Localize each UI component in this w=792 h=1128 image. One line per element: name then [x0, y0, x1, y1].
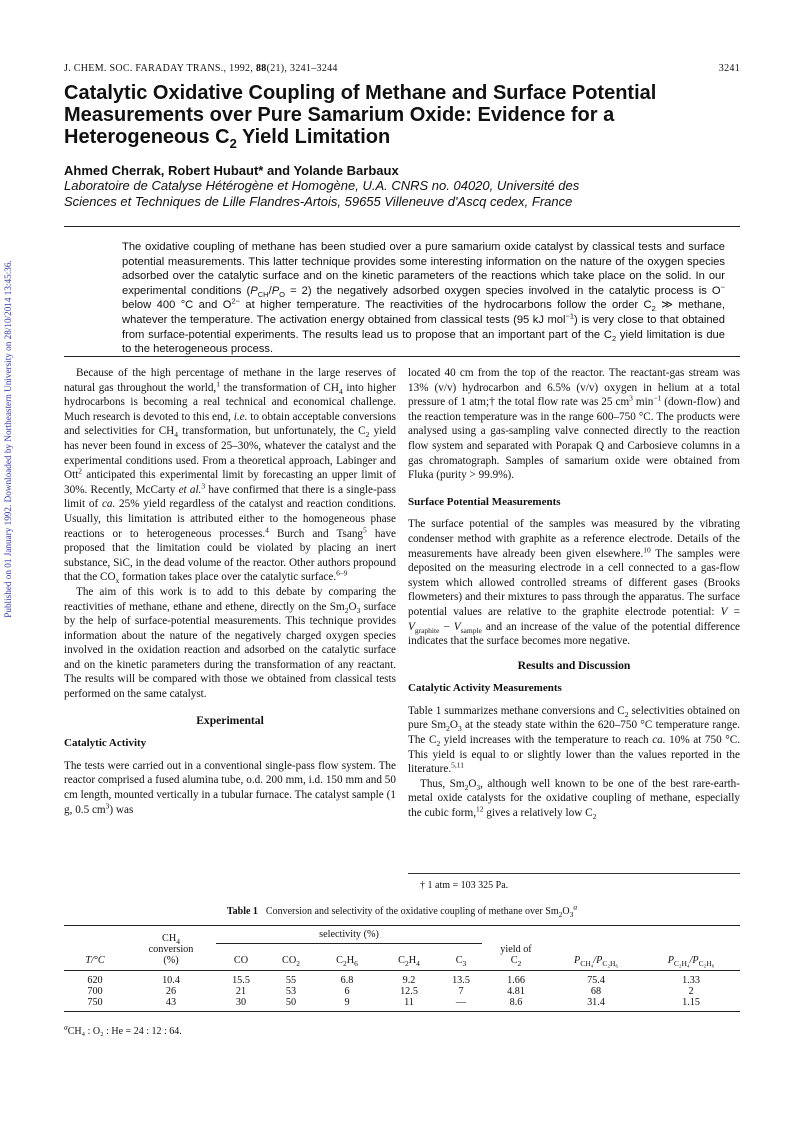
section-heading: Results and Discussion	[517, 658, 631, 672]
table-header: $P_{CH_4}/P_{C_2H_6}$	[550, 955, 642, 971]
table-header: $C_2H_6$	[316, 955, 378, 971]
table-cell: 4.81	[507, 985, 525, 997]
table-header	[642, 944, 740, 955]
rule-top	[64, 226, 740, 227]
subsection-heading: Catalytic Activity	[64, 737, 147, 750]
issue-pages: (21), 3241–3244	[266, 63, 338, 74]
table-cell: 31.4	[550, 997, 642, 1012]
table-cell: 1.33	[682, 974, 700, 986]
table-header-row	[64, 926, 740, 944]
data-table	[64, 925, 740, 1012]
title-text: Heterogeneous C	[64, 126, 230, 148]
table-cell: 12.5	[400, 985, 418, 997]
table-header: selectivity (%)	[216, 926, 482, 944]
table-cell: 26	[165, 985, 177, 997]
authors: Ahmed Cherrak, Robert Hubaut* and Yolande Barbaux	[64, 163, 399, 178]
paragraph: Because of the high percentage of methane in the large reserves of natural gas throughout the world,$^1$ the transformation of $CH_4$ into higher hydrocarbons is becoming a real technical and economical challenge. Much research is devoted to this end, i.e. to obtain acceptable conversions and selectivities for $CH_4$ transformation, but unfortunately, the $C_2$ yield has never been found in excess of 25–30%, whatever the catalyst and the experimental conditions used. From a theoretical approach, Labinger and Ott$^2$ anticipated this experimental limit by forecasting an upper limit of 30%. Recently, McCarty et al.$^3$ have confirmed that there is a single-pass limit of ca. 25% yield regardless of the catalyst and reaction conditions. Usually, this limitation is attributed either to the homogeneous phase reactions or to heterogeneous processes.$^4$ Burch and Tsang$^5$ have proposed that the limitation could be violated by placing an inert substance, SiC, in the dead volume of the reactor. Other authors propound that the $CO_x$ formation takes place over the catalytic surface.$^{6-9}$	[64, 367, 397, 586]
paragraph: Thus, $Sm_2O_3$, although well known to be one of the best rare-earth-metal oxide catalysts for the oxidative coupling of methane, especially the cubic form,$^{12}$ gives a relatively low $C_2$	[408, 777, 740, 822]
table-header: conversion	[148, 943, 194, 955]
table-header: CO	[216, 955, 266, 971]
table-header	[482, 926, 550, 944]
table-header: $CO_2$	[266, 955, 316, 971]
journal-citation: J. CHEM. SOC. FARADAY TRANS., 1992,	[64, 63, 256, 74]
footnote: † 1 atm = 103 325 Pa.	[420, 880, 509, 891]
rule-abstract-bottom	[64, 356, 740, 357]
table-header	[64, 944, 126, 955]
table-cell: 68	[590, 985, 602, 997]
table-cell: 53	[285, 985, 297, 997]
table-header: $CH_4$	[126, 926, 216, 944]
paragraph: Table 1 summarizes methane conversions and $C_2$ selectivities obtained on pure $Sm_2O_3$ at the steady state within the 620–750 °C temperature range. The $C_2$ yield increases with the temperature to reach ca. 10% at 750 °C. This yield is equal to or slightly lower than the values reported in the literature.$^{5,11}$	[408, 704, 740, 776]
left-column	[64, 366, 396, 817]
table-cell: 8.6	[482, 997, 550, 1012]
table-header: $C_3$	[440, 955, 482, 971]
title-line: Catalytic Oxidative Coupling of Methane and Surface Potential	[64, 82, 657, 104]
table-row	[64, 997, 740, 1012]
table-cell: 43	[126, 997, 216, 1012]
table-cell: 15.5	[232, 974, 250, 986]
affiliation	[64, 178, 744, 210]
paragraph: The aim of this work is to add to this debate by comparing the reactivities of methane, ethane and ethene, directly on the $Sm_2O_3$ surface by the help of surface-potential measurements. This technique provides information about the nature of the negatively charged oxygen species involved in the oxidation reaction and adsorbed on the catalytic surface and on the kinetic parameters during the transformation of any reactant. The results will be compared with those we obtained from classical tests performed on the same catalyst.	[64, 585, 396, 701]
table-header	[642, 926, 740, 944]
table-cell: 700	[87, 985, 103, 997]
subsection-heading: Surface Potential Measurements	[408, 495, 561, 508]
right-column	[408, 366, 740, 821]
section-heading: Experimental	[196, 713, 264, 727]
article-title	[64, 82, 724, 151]
subsection-heading: Catalytic Activity Measurements	[408, 682, 562, 695]
running-head	[64, 63, 740, 74]
affiliation-line: Sciences et Techniques de Lille Flandres-Artois, 59655 Villeneuve d'Ascq cedex, France	[64, 194, 573, 209]
table-header	[440, 944, 482, 955]
abstract: The oxidative coupling of methane has been studied over a pure samarium oxide catalyst by classical tests and surface potential measurements. This latter technique provides some interesting information on the nature of the oxygen species adsorbed over the catalytic surface and on the kinetic parameters of the reactions which take place on the solid. In our experimental conditions $(P_{CH}/P_O = 2)$ the negatively adsorbed oxygen species involved in the catalytic process is O− below 400 °C and $O^{2-}$ at higher temperature. The reactivities of the hydrocarbons follow the order $C_2$ ≫ methane, whatever the temperature. The activation energy obtained from classical tests (95 kJ mol$^{-1}$) is very close to that obtained from surface-potential experiments. The results lead us to propose that an important part of the $C_2$ yield limitation is due to the heterogeneous process.	[122, 241, 726, 356]
title-text: Yield Limitation	[236, 126, 391, 148]
affiliation-line: Laboratoire de Catalyse Hétérogène et Homogène, U.A. CNRS no. 04020, Université des	[64, 178, 580, 193]
table-header: (%)	[126, 955, 216, 971]
table-header: $C_2H_4$	[378, 955, 440, 971]
table-header: yield of	[500, 943, 532, 955]
table-row	[64, 986, 740, 997]
table-cell: 7	[458, 985, 464, 997]
table-cell: 6	[344, 985, 350, 997]
paragraph: located 40 cm from the top of the reactor. The reactant-gas stream was 13% (v/v) hydrocarbon and 6.5% (v/v) oxygen in helium at a total pressure of 1 atm;† the total flow rate was 25 $cm^3$ $\min^{-1}$ (down-flow) and the reaction temperature was in the range 600–750 °C. The products were analysed using a gas-sampling valve connected directly to the reaction flow system and separated with Porapak Q and Carbosieve columns in a gas chromatograph. Samples of samarium oxide were obtained from Fluka (purity > 99.9%).	[408, 367, 740, 482]
table-cell: 6.8	[340, 974, 354, 986]
table-cell: 9	[316, 997, 378, 1012]
table-cell: 55	[285, 974, 297, 986]
download-watermark: Published on 01 January 1992. Downloaded by Northeastern University on 28/10/2014 13:45:36.	[3, 260, 13, 618]
table-note: $^a$CH₄ : O₂ : He = 24 : 12 : 64.	[64, 1022, 182, 1037]
table-header	[216, 944, 266, 955]
subscript: 2	[229, 136, 237, 151]
table-header	[64, 926, 126, 944]
paragraph: The surface potential of the samples was measured by the vibrating condenser method with graphite as a reference electrode. Details of the measurements have already been given elsewhere.$^{10}$ The samples were deposited on the measuring electrode in a cell connected to a gas-flow system which allowed controlled streams of different gases (Brooks flowmeters) and their mixtures to pass through the apparatus. The surface potential values are relative to the graphite electrode potential: $V = V_{graphite} - V_{sample}$ and an increase of the value of the potential difference indicates that the surface becomes more negative.	[408, 518, 740, 648]
table-cell: 1.15	[642, 997, 740, 1012]
table-cell: 9.2	[402, 974, 416, 986]
table-label: Table 1	[226, 906, 258, 917]
table-header: T/°C	[64, 955, 126, 971]
table-header	[550, 926, 642, 944]
table-header	[316, 944, 378, 955]
table-caption: Table 1 Conversion and selectivity of the oxidative coupling of methane over $Sm_2O_3^a$	[226, 902, 578, 919]
table-cell: 750	[64, 997, 126, 1012]
paragraph: The tests were carried out in a conventional single-pass flow system. The reactor comprised a fused alumina tube, o.d. 200 mm, i.d. 150 mm and 50 cm length, mounted vertically in a tubular furnace. The catalyst sample (1 g, 0.5 $cm^3$) was	[64, 759, 396, 816]
table-header: $C_2$	[482, 955, 550, 971]
table-cell: 11	[378, 997, 440, 1012]
table-header: $P_{C_2H_4}/P_{C_2H_6}$	[642, 955, 740, 971]
table-row	[64, 970, 740, 986]
table-header-row	[64, 944, 740, 955]
table-cell: 13.5	[452, 974, 470, 986]
table-cell: 10.4	[162, 974, 180, 986]
table-cell: 21	[235, 985, 247, 997]
title-line: Measurements over Pure Samarium Oxide: Evidence for a	[64, 104, 615, 126]
table-header	[550, 944, 642, 955]
table-header	[378, 944, 440, 955]
table-cell: —	[440, 997, 482, 1012]
footnote-rule	[408, 873, 740, 874]
page-number: 3241	[718, 63, 740, 74]
table-header	[266, 944, 316, 955]
table-cell: 1.66	[507, 974, 525, 986]
table-cell: 620	[87, 974, 103, 986]
table-cell: 50	[266, 997, 316, 1012]
table-cell: 75.4	[587, 974, 605, 986]
table-cell: 30	[216, 997, 266, 1012]
table-cell: 2	[688, 985, 694, 997]
title-line	[64, 126, 724, 151]
volume: 88	[255, 63, 267, 74]
table-body	[64, 970, 740, 1011]
table-header-row	[64, 955, 740, 971]
